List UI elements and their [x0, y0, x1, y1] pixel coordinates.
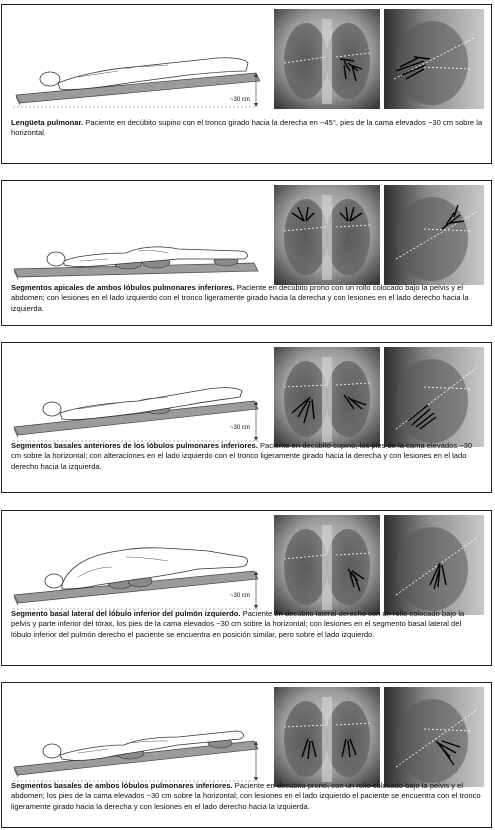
caption-title: Lengüeta pulmonar.: [11, 118, 84, 127]
caption-anterior-basal: [11, 441, 483, 472]
illustration-supine-rotated: [8, 5, 488, 113]
xray-lateral: [384, 515, 484, 615]
figure-apical-segments: [8, 181, 488, 289]
panel-apical-segments: [1, 180, 492, 326]
caption-basal-both: [11, 781, 483, 812]
xray-lateral: [384, 347, 484, 447]
illustration-prone-roll: [8, 181, 488, 289]
caption-text: Paciente en decúbito lateral derecho con un rollo colocado bajo la pelvis y parte inferior del tórax, los pies de la cama elevados ~30 cm sobre la horizontal; con lesiones en el segmento basal lateral del lóbulo inferior del pulmón derecho el paciente se encuentra en posición similar, pero sobre el lado izquierdo.: [11, 609, 465, 639]
caption-lateral-basal: [11, 609, 483, 640]
panel-anterior-basal: [1, 342, 492, 493]
height-label: ~30 cm: [230, 97, 250, 103]
caption-text: Paciente en decúbito supino con el tronco girado hacia la derecha en ~45°, pies de la cama elevados ~30 cm sobre la horizontal.: [11, 118, 483, 138]
illustration-prone-elevated: [8, 683, 488, 791]
xray-pa: [274, 347, 380, 447]
xray-lateral: [384, 9, 484, 109]
caption-title: Segmentos basales anteriores de los lóbulos pulmonares inferiores.: [11, 441, 258, 450]
caption-title: Segmento basal lateral del lóbulo inferior del pulmón izquierdo.: [11, 609, 241, 618]
panel-lateral-basal: [1, 510, 492, 666]
caption-title: Segmentos basales de ambos lóbulos pulmonares inferiores.: [11, 781, 233, 790]
xray-lateral: [384, 687, 484, 787]
height-label: ~30 cm: [230, 425, 250, 431]
panel-basal-both: [1, 682, 492, 828]
caption-apical-segments: [11, 283, 483, 314]
xray-pa: [274, 185, 380, 285]
caption-text: Paciente en decúbito supino, los pies de la cama elevados ~30 cm sobre la horizontal; con alteraciones en el lado izquierdo con el tronco ligeramente girado hacia la derecha y con lesiones en el lado derecho hacia la izquierda.: [11, 441, 473, 471]
caption-text: Paciente en decúbito prono con un rollo colocado bajo la pelvis y el abdomen; con lesiones en el lado izquierdo con el tronco ligeramente girado hacia la derecha y con lesiones en el lado derecho hacia la izquierda.: [11, 283, 469, 313]
height-label: ~30 cm: [230, 593, 250, 599]
figure-lingula: [8, 5, 488, 113]
panel-lingula: [1, 4, 492, 164]
xray-pa: [274, 687, 380, 787]
illustration-lateral-decubitus: [8, 511, 488, 619]
xray-lateral: [384, 185, 484, 285]
figure-basal-both: [8, 683, 488, 791]
figure-anterior-basal: [8, 343, 488, 451]
caption-title: Segmentos apicales de ambos lóbulos pulmonares inferiores.: [11, 283, 235, 292]
figure-lateral-basal: [8, 511, 488, 619]
xray-pa: [274, 515, 380, 615]
caption-text: Paciente en decúbito prono, con un rollo colocado bajo la pelvis y el abdomen; los pies de la cama elevados ~30 cm sobre la horizontal; con lesiones en el lado izquierdo el paciente se encuentra con el tronco ligeramente girado hacia la derecha y con lesiones en el lado derecho hacia la izquierda.: [11, 781, 481, 811]
illustration-supine-elevated: [8, 343, 488, 451]
xray-pa: [274, 9, 380, 109]
caption-lingula: [11, 118, 483, 139]
